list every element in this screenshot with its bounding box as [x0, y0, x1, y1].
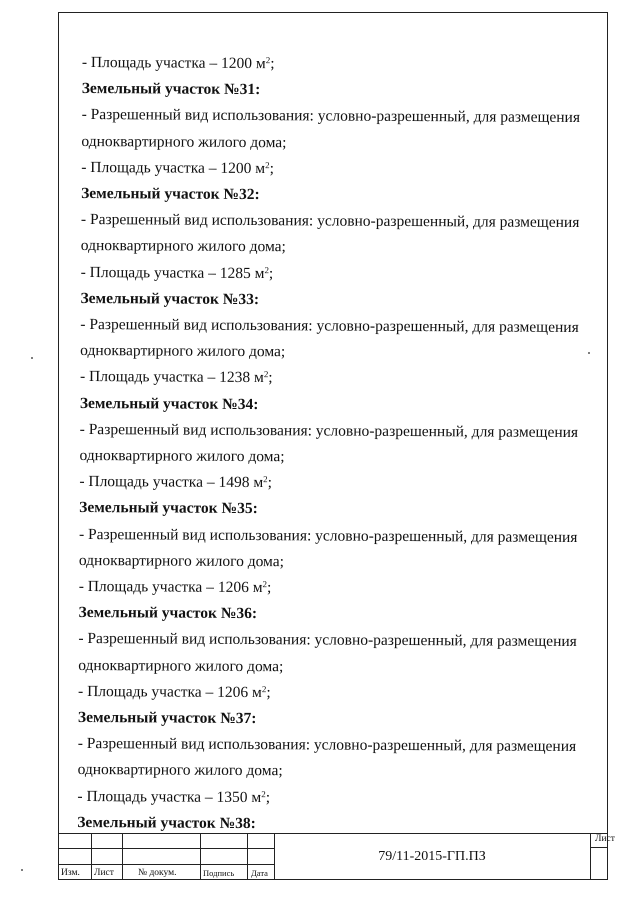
plot-heading: Земельный участок №32:	[81, 185, 260, 204]
use-line-cont: одноквартирного жилого дома;	[80, 342, 286, 361]
area-line: - Площадь участка – 1200 $м^2$;	[81, 53, 275, 73]
area-line: - Площадь участка – 1238 $м^2$;	[79, 368, 273, 387]
scan-speck	[21, 869, 23, 871]
scan-speck	[31, 357, 33, 359]
stamp-col-izm: Изм.	[61, 868, 80, 878]
plot-33	[80, 286, 581, 394]
plot-heading: Земельный участок №35:	[79, 499, 258, 518]
stamp-col-line	[247, 833, 248, 880]
use-line: - Разрешенный вид использования: условно-разрешенный, для размещения	[80, 316, 579, 337]
stamp-col-line	[590, 833, 591, 880]
stamp-col-date: Дата	[251, 868, 268, 878]
plot-31	[81, 76, 582, 184]
plot-heading: Земельный участок №31:	[81, 80, 261, 99]
use-line-cont: одноквартирного жилого дома;	[78, 656, 284, 675]
plot-heading: Земельный участок №34:	[79, 394, 259, 413]
area-line: - Площадь участка – 1206 $м^2$;	[78, 578, 272, 597]
plot-36	[78, 600, 579, 708]
plot-35	[79, 495, 580, 603]
stamp-col-signature: Подпись	[203, 868, 235, 878]
use-line-cont: одноквартирного жилого дома;	[81, 132, 287, 151]
stamp-top-border	[58, 833, 608, 834]
plot-heading: Земельный участок №33:	[80, 289, 260, 308]
use-line: - Разрешенный вид использования: условно-разрешенный, для размещения	[79, 420, 579, 441]
stamp-col-line	[122, 833, 123, 880]
plot-37	[77, 705, 578, 813]
area-line: - Площадь участка – 1285 $м^2$;	[80, 263, 274, 282]
plot-32	[81, 181, 582, 289]
use-line: - Разрешенный вид использования: условно-разрешенный, для размещения	[77, 735, 577, 756]
area-line: - Площадь участка – 1206 $м^2$;	[78, 682, 271, 702]
stamp-col-line	[200, 833, 201, 880]
plot-34	[79, 391, 580, 499]
stamp-sheet-line	[590, 847, 608, 848]
use-line: - Разрешенный вид использования: условно-разрешенный, для размещения	[80, 211, 580, 232]
scan-speck	[588, 352, 590, 354]
title-block	[58, 833, 615, 880]
use-line: - Разрешенный вид использования: условно-разрешенный, для размещения	[78, 630, 577, 651]
use-line-cont: одноквартирного жилого дома;	[77, 761, 283, 780]
stamp-col-line	[91, 833, 92, 880]
area-line: - Площадь участка – 1498 $м^2$;	[79, 473, 273, 492]
document-code: 79/11-2015-ГП.ПЗ	[378, 849, 486, 864]
stamp-col-list: Лист	[94, 868, 114, 878]
use-line-cont: одноквартирного жилого дома;	[79, 447, 285, 466]
plot-heading: Земельный участок №38:	[77, 813, 256, 832]
area-line: - Площадь участка – 1350 $м^2$;	[77, 787, 271, 806]
stamp-col-doc-number: № докум.	[138, 868, 177, 878]
plot-heading: Земельный участок №37:	[77, 709, 257, 728]
use-line-cont: одноквартирного жилого дома;	[80, 237, 286, 256]
area-line: - Площадь участка – 1200 $м^2$;	[81, 158, 274, 177]
use-line: - Разрешенный вид использования: условно-разрешенный, для размещения	[81, 106, 581, 127]
plot-heading: Земельный участок №36:	[78, 604, 258, 623]
document-body	[77, 50, 582, 839]
sheet-label: Лист	[595, 834, 615, 844]
use-line: - Разрешенный вид использования: условно-разрешенный, для размещения	[78, 525, 578, 546]
use-line-cont: одноквартирного жилого дома;	[78, 551, 285, 571]
